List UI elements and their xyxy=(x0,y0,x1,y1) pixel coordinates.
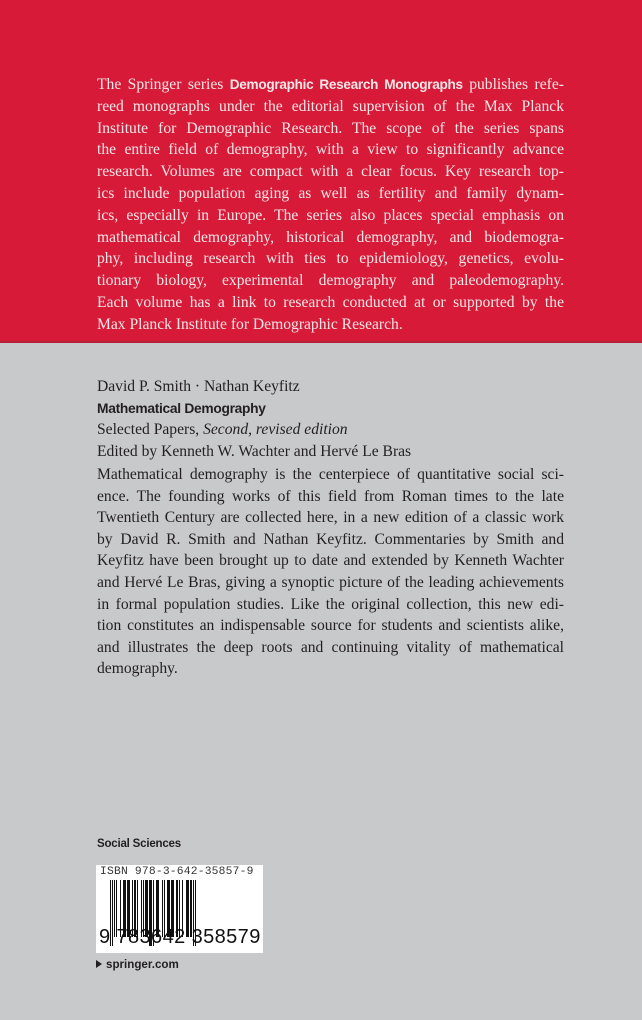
series-description xyxy=(97,74,564,336)
series-line: Each volume has a link to research conducted at or supported by the xyxy=(97,293,564,311)
book-info xyxy=(97,376,564,680)
barcode-digits: 9 783642 358579 xyxy=(99,926,261,948)
description-line: demography. xyxy=(97,660,178,678)
description-line: by David R. Smith and Nathan Keyfitz. Commentaries by Smith and xyxy=(97,530,564,548)
triangle-right-icon xyxy=(96,960,102,968)
band-divider xyxy=(0,341,642,343)
book-editors: Edited by Kenneth W. Wachter and Hervé Le Bras xyxy=(97,442,412,460)
book-authors: David P. Smith · Nathan Keyfitz xyxy=(97,378,300,395)
isbn-label: ISBN 978-3-642-35857-9 xyxy=(100,866,254,878)
series-line: the entire field of demography, with a view to significantly advance xyxy=(97,141,564,159)
series-line: phy, including research with ties to epidemiology, genetics, evolu- xyxy=(97,250,564,268)
description-line: in formal population studies. Like the original collection, this new edi- xyxy=(97,595,564,613)
series-line: research. Volumes are compact with a clear focus. Key research top- xyxy=(97,163,564,181)
description-line: and illustrates the deep roots and continuing vitality of mathematical xyxy=(97,638,564,656)
series-line-0-rest: publishes refe- xyxy=(462,76,564,93)
series-line: tionary biology, experimental demography and paleodemography. xyxy=(97,272,564,290)
series-line: Max Planck Institute for Demographic Research. xyxy=(97,315,403,333)
springer-link-label: springer.com xyxy=(106,958,179,971)
series-line: Institute for Demographic Research. The scope of the series spans xyxy=(97,119,564,137)
series-line: mathematical demography, historical demography, and biodemogra- xyxy=(97,228,564,246)
description-line: Keyfitz have been brought up to date and extended by Kenneth Wachter xyxy=(97,552,564,570)
book-description xyxy=(97,464,564,680)
subtitle-plain: Selected Papers, xyxy=(97,421,204,438)
series-line: reed monographs under the editorial supervision of the Max Planck xyxy=(97,97,564,115)
series-prefix: The Springer series xyxy=(97,76,230,93)
isbn-barcode xyxy=(96,865,263,953)
series-line: ics include population aging as well as fertility and family dynam- xyxy=(97,184,564,202)
description-line: ence. The founding works of this field from Roman times to the late xyxy=(97,487,564,505)
description-line: and Hervé Le Bras, giving a synoptic picture of the leading achievements xyxy=(97,573,564,591)
subject-category: Social Sciences xyxy=(97,838,181,850)
description-line: tion constitutes an indispensable source for students and scientists alike, xyxy=(97,617,564,635)
subtitle-edition: Second, revised edition xyxy=(203,421,348,438)
book-subtitle xyxy=(97,419,564,441)
description-line: Twentieth Century are collected here, in a new edition of a classic work xyxy=(97,509,564,527)
description-line: Mathematical demography is the centerpiece of quantitative social sci- xyxy=(97,466,564,483)
series-name: Demographic Research Monographs xyxy=(229,77,463,92)
book-title: Mathematical Demography xyxy=(97,400,266,416)
series-line: ics, especially in Europe. The series also places special emphasis on xyxy=(97,206,564,224)
springer-link[interactable] xyxy=(96,958,179,971)
